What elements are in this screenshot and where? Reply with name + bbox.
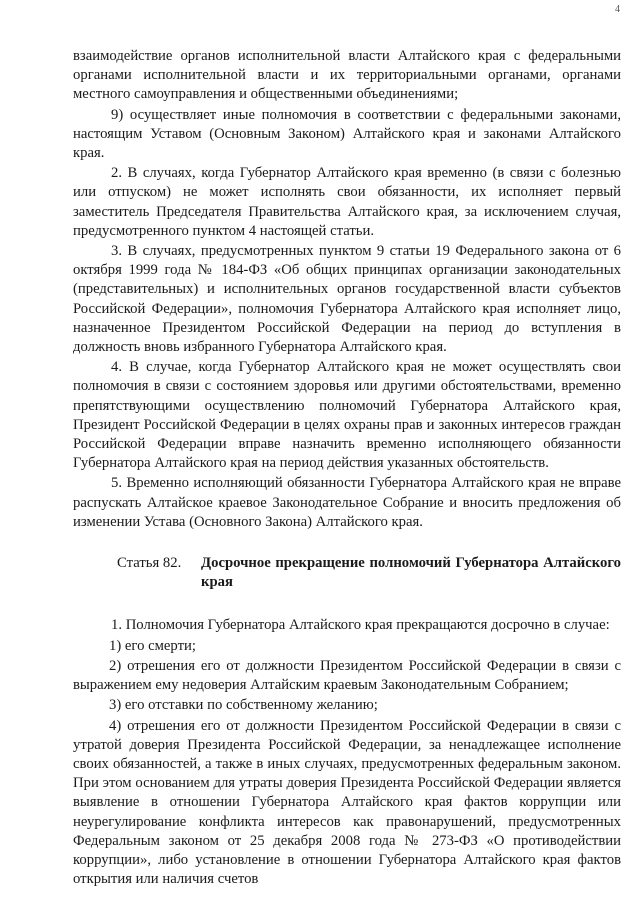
paragraph-4: 4. В случае, когда Губернатор Алтайского края не может осуществлять свои полномочия в связи с состоянием здоровья или другими обстоятельствами, временно препятствующими осуществлению полномочий Губернатора Алтайского края, Президент Российской Федерации в целях охраны прав и законных интересов граждан Российской Федерации вправе назначить временно исполняющего обязанности Губернатора Алтайского края на период действия указанных обстоятельств. — [73, 359, 621, 472]
article-title: Досрочное прекращение полномочий Губернатора Алтайского края — [201, 555, 621, 591]
paragraph-continuation: взаимодействие органов исполнительной власти Алтайского края с федеральными органами исполнительной власти и их территориальными органами, органами местного самоуправления и общественными объединениями; — [73, 48, 621, 103]
list-item-2: 2) отрешения его от должности Президентом Российской Федерации в связи с выражением ему недоверия Алтайским краевым Законодательным Собранием; — [73, 657, 621, 694]
list-item-4: 4) отрешения его от должности Президентом Российской Федерации в связи с утратой доверия Президента Российской Федерации, за ненадлежащее исполнение своих обязанностей, а также в иных случаях, предусмотренных федеральным законом. При этом основанием для утраты доверия Президента Российской Федерации является выявление в отношении Губернатора Алтайского края фактов коррупции или неурегулирование конфликта интересов как правонарушений, предусмотренных Федеральным законом от 25 декабря 2008 года № 273-ФЗ «О противодействии коррупции», либо установление в отношении Губернатора Алтайского края фактов открытия или наличия счетов — [73, 717, 621, 888]
paragraph-5: 5. Временно исполняющий обязанности Губернатора Алтайского края не вправе распускать Алтайское краевое Законодательное Собрание и вносить предложения об изменении Устава (Основного Закона) Алтайского края. — [73, 475, 621, 530]
paragraph-item-9: 9) осуществляет иные полномочия в соответствии с федеральными законами, настоящим Уставом (Основным Законом) Алтайского края и законами Алтайского края. — [73, 106, 621, 162]
paragraph-3: 3. В случаях, предусмотренных пунктом 9 статьи 19 Федерального закона от 6 октября 1999 года № 184-ФЗ «Об общих принципах организации законодательных (представительных) и исполнительных органов государственной власти субъектов Российской Федерации», полномочия Губернатора Алтайского края исполняет лицо, назначенное Президентом Российской Федерации на период до вступления в должность вновь избранного Губернатора Алтайского края. — [73, 243, 621, 356]
paragraph-article-1: 1. Полномочия Губернатора Алтайского края прекращаются досрочно в случае: — [111, 617, 610, 634]
document-body — [73, 47, 621, 889]
list-item-3: 3) его отставки по собственному желанию; — [109, 697, 378, 714]
article-number: Статья 82. — [117, 555, 182, 572]
page-number: 4 — [615, 4, 620, 15]
article-heading — [73, 554, 621, 592]
list-item-1: 1) его смерти; — [109, 637, 196, 654]
paragraph-2: 2. В случаях, когда Губернатор Алтайского края временно (в связи с болезнью или отпуском) не может исполнять свои обязанности, их исполняет первый заместитель Председателя Правительства Алтайского края, за исключением случая, предусмотренного пунктом 4 настоящей статьи. — [73, 165, 621, 239]
